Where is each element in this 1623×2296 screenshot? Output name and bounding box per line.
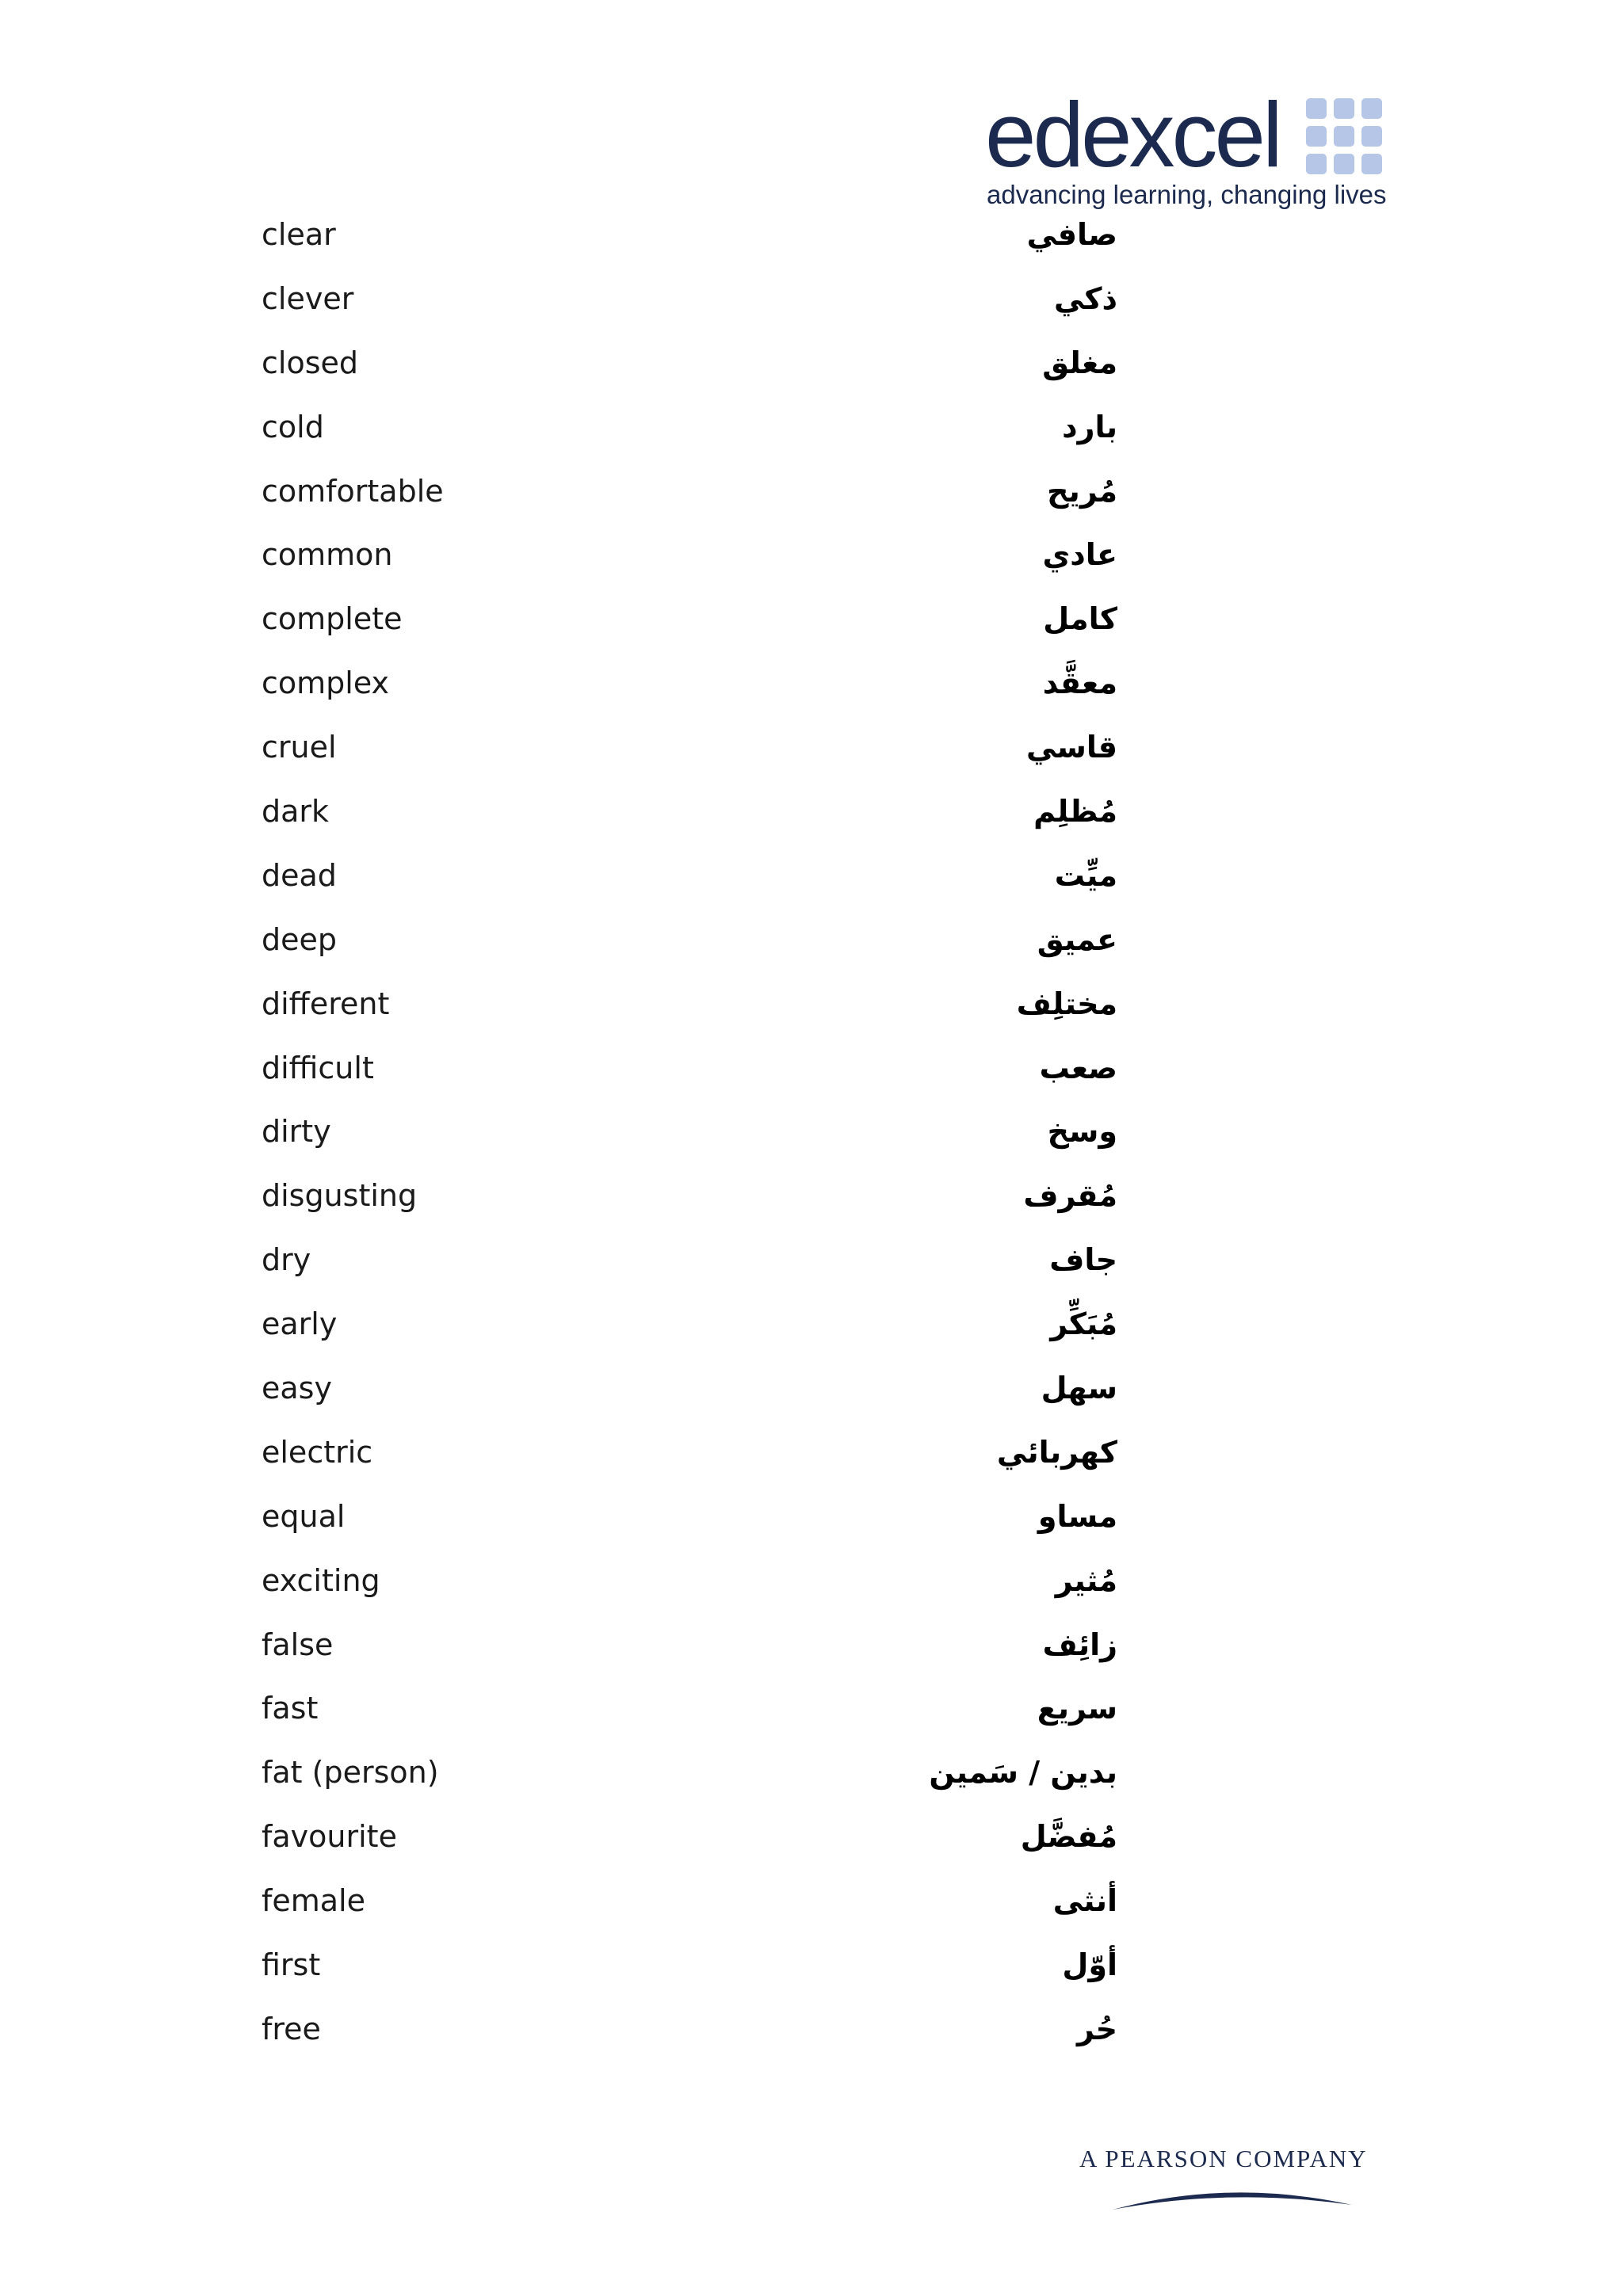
vocab-row (262, 1554, 1117, 1618)
arabic-word: بدين / سَمين (929, 1755, 1117, 1791)
vocab-row (262, 1297, 1117, 1361)
english-word: first (262, 1947, 321, 1983)
vocab-row (262, 1681, 1117, 1745)
arabic-word: جاف (1049, 1242, 1117, 1278)
arabic-word: أنثى (1052, 1883, 1117, 1919)
vocab-row (262, 1489, 1117, 1554)
vocab-row (262, 1810, 1117, 1874)
english-word: dirty (262, 1114, 331, 1150)
vocab-row (262, 784, 1117, 849)
logo-grid-icon (1306, 98, 1382, 174)
arabic-word: وسخ (1047, 1114, 1117, 1150)
english-word: equal (262, 1498, 346, 1534)
english-word: comfortable (262, 473, 444, 509)
english-word: difficult (262, 1050, 374, 1085)
english-word: complete (262, 601, 403, 637)
arabic-word: مُظلِم (1033, 794, 1117, 830)
english-word: dead (262, 857, 337, 893)
english-word: dry (262, 1242, 311, 1278)
arabic-word: صافي (1026, 217, 1117, 252)
vocab-row (262, 977, 1117, 1041)
arabic-word: عادي (1042, 537, 1117, 573)
arabic-word: مُريح (1047, 473, 1117, 509)
arabic-word: مُفضَّل (1020, 1819, 1117, 1855)
arabic-word: أوّل (1062, 1947, 1117, 1983)
vocab-row (262, 1233, 1117, 1297)
vocab-row (262, 1938, 1117, 2002)
vocab-row (262, 720, 1117, 784)
arabic-word: عميق (1037, 921, 1117, 957)
english-word: complex (262, 666, 390, 701)
english-word: easy (262, 1371, 332, 1406)
arabic-word: مختلِف (1016, 986, 1117, 1021)
vocabulary-list (262, 208, 1117, 2066)
english-word: early (262, 1306, 338, 1342)
arabic-word: معقَّد (1042, 666, 1117, 701)
english-word: electric (262, 1434, 373, 1470)
vocab-row (262, 1874, 1117, 1938)
english-word: clear (262, 217, 336, 252)
vocab-row (262, 336, 1117, 400)
arabic-word: قاسي (1026, 730, 1117, 765)
english-word: female (262, 1883, 365, 1919)
arabic-word: سريع (1037, 1691, 1117, 1726)
english-word: closed (262, 345, 358, 380)
logo-wordmark: edexcel (985, 83, 1280, 186)
vocab-row (262, 1618, 1117, 1682)
english-word: false (262, 1627, 334, 1662)
english-word: free (262, 2011, 321, 2046)
arabic-word: ميِّت (1054, 857, 1117, 893)
arabic-word: ذكي (1053, 280, 1117, 316)
edexcel-logo (985, 83, 1397, 215)
english-word: deep (262, 921, 337, 957)
vocab-row (262, 1169, 1117, 1233)
arabic-word: زائِف (1042, 1627, 1117, 1662)
english-word: cold (262, 409, 324, 444)
vocab-row (262, 400, 1117, 464)
vocab-row (262, 1745, 1117, 1810)
arabic-word: كامل (1043, 601, 1117, 637)
vocab-row (262, 208, 1117, 272)
english-word: fat (person) (262, 1755, 439, 1791)
arabic-word: صعب (1039, 1050, 1117, 1085)
pearson-swoosh-icon (1111, 2184, 1354, 2211)
english-word: fast (262, 1691, 319, 1726)
arabic-word: مغلق (1042, 345, 1117, 380)
vocab-row (262, 528, 1117, 592)
english-word: disgusting (262, 1178, 418, 1214)
arabic-word: بارد (1062, 409, 1117, 444)
english-word: exciting (262, 1562, 380, 1598)
vocab-row (262, 913, 1117, 977)
english-word: dark (262, 794, 330, 830)
arabic-word: سهل (1041, 1371, 1117, 1406)
vocab-row (262, 849, 1117, 913)
vocab-row (262, 1361, 1117, 1425)
english-word: common (262, 537, 393, 573)
pearson-logo (1079, 2143, 1393, 2214)
vocab-row (262, 464, 1117, 528)
english-word: favourite (262, 1819, 397, 1855)
arabic-word: مساو (1037, 1498, 1117, 1534)
arabic-word: مُبَكِّر (1050, 1306, 1117, 1342)
vocab-row (262, 592, 1117, 656)
english-word: cruel (262, 730, 337, 765)
logo-tagline: advancing learning, changing lives (987, 180, 1387, 209)
vocab-row (262, 656, 1117, 720)
vocab-row (262, 2002, 1117, 2066)
vocab-row (262, 272, 1117, 336)
pearson-company-text: A PEARSON COMPANY (1079, 2145, 1368, 2172)
arabic-word: مُقرف (1023, 1178, 1117, 1214)
vocab-row (262, 1104, 1117, 1169)
vocab-row (262, 1041, 1117, 1105)
english-word: different (262, 986, 390, 1021)
vocab-row (262, 1425, 1117, 1489)
arabic-word: حُر (1076, 2011, 1117, 2046)
arabic-word: مُثير (1055, 1562, 1117, 1598)
english-word: clever (262, 280, 354, 316)
arabic-word: كهربائي (996, 1434, 1117, 1470)
